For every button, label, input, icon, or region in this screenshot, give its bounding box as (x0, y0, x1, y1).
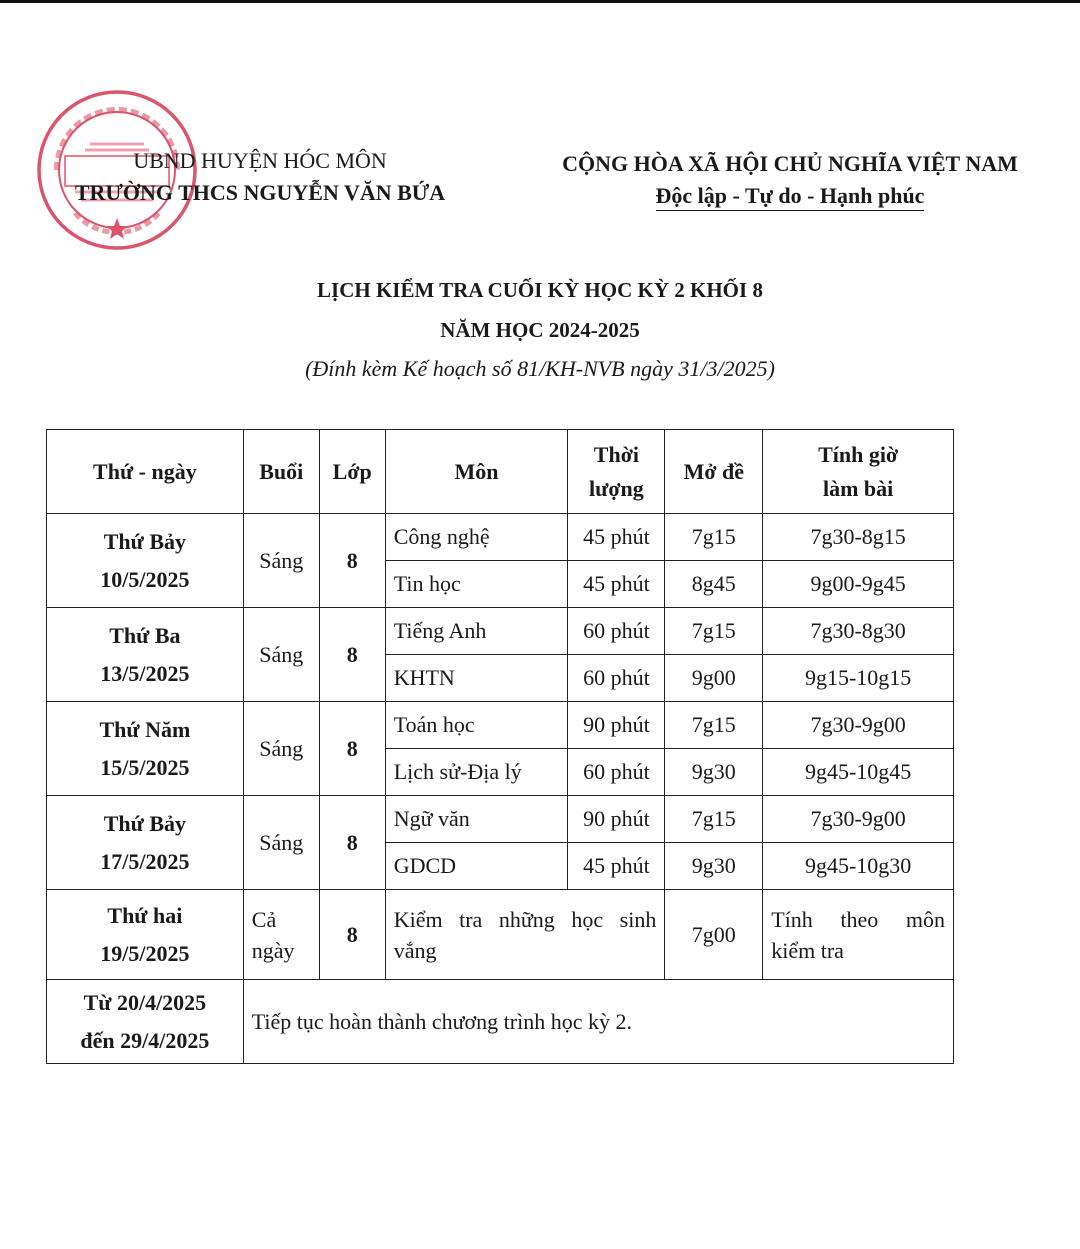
open-cell: 9g30 (665, 749, 763, 796)
date: 19/5/2025 (100, 940, 190, 966)
col-duration (568, 430, 665, 514)
exam-schedule-table (46, 429, 954, 1064)
date: 10/5/2025 (100, 566, 190, 592)
duration-cell: 60 phút (568, 608, 665, 655)
period-to: đến 29/4/2025 (80, 1027, 210, 1053)
class-cell: 8 (319, 514, 385, 608)
time-line1: Tính theo môn (771, 906, 945, 932)
session-cell: Sáng (243, 608, 319, 702)
session-line2: ngày (251, 937, 295, 963)
school-name: TRƯỜNG THCS NGUYỄN VĂN BỨA (74, 180, 446, 205)
session-cell (243, 890, 319, 980)
duration-cell: 45 phút (568, 843, 665, 890)
weekday: Thứ Bảy (103, 810, 187, 836)
col-time-line1: Tính giờ (818, 441, 899, 467)
class-cell: 8 (319, 702, 385, 796)
period-from: Từ 20/4/2025 (83, 989, 207, 1015)
subject-line2: vắng (393, 937, 437, 963)
session-cell: Sáng (243, 702, 319, 796)
subject-cell: Lịch sử-Địa lý (385, 749, 568, 796)
period-cell (47, 980, 244, 1064)
day-cell (47, 890, 244, 980)
time-line2: kiểm tra (771, 937, 844, 963)
open-cell: 7g15 (665, 514, 763, 561)
weekday: Thứ Năm (99, 716, 191, 742)
department-name: UBND HUYỆN HÓC MÔN (133, 148, 387, 173)
open-cell: 7g15 (665, 608, 763, 655)
weekday: Thứ Bảy (103, 528, 187, 554)
class-cell: 8 (319, 608, 385, 702)
subject-cell: GDCD (385, 843, 568, 890)
subject-cell: Ngữ văn (385, 796, 568, 843)
time-cell: 9g00-9g45 (763, 561, 954, 608)
subject-cell: Tin học (385, 561, 568, 608)
time-cell: 9g45-10g30 (763, 843, 954, 890)
class-cell: 8 (319, 796, 385, 890)
duration-cell: 60 phút (568, 749, 665, 796)
weekday: Thứ hai (107, 902, 183, 928)
col-day: Thứ - ngày (47, 430, 244, 514)
agency-header (40, 145, 480, 209)
open-cell: 7g15 (665, 796, 763, 843)
attachment-note: (Đính kèm Kế hoạch số 81/KH-NVB ngày 31/3/2025) (305, 356, 775, 381)
time-cell: 9g15-10g15 (763, 655, 954, 702)
table-row (47, 514, 954, 561)
makeup-exam-row (47, 890, 954, 980)
weekday: Thứ Ba (109, 622, 181, 648)
col-time (763, 430, 954, 514)
day-cell (47, 514, 244, 608)
table-row (47, 796, 954, 843)
table-header-row (47, 430, 954, 514)
col-duration-line1: Thời (593, 441, 639, 467)
col-time-line2: làm bài (822, 475, 894, 501)
subject-cell: Công nghệ (385, 514, 568, 561)
subject-cell (385, 890, 665, 980)
note-cell: Tiếp tục hoàn thành chương trình học kỳ 2. (243, 980, 953, 1064)
day-cell (47, 608, 244, 702)
table-row (47, 608, 954, 655)
col-session: Buổi (243, 430, 319, 514)
col-duration-line2: lượng (589, 475, 644, 501)
subject-cell: Toán học (385, 702, 568, 749)
session-cell: Sáng (243, 796, 319, 890)
country-name: CỘNG HÒA XÃ HỘI CHỦ NGHĨA VIỆT NAM (562, 151, 1018, 176)
subject-line1: Kiểm tra những học sinh (393, 906, 657, 932)
open-cell: 9g00 (665, 655, 763, 702)
subject-cell: Tiếng Anh (385, 608, 568, 655)
time-cell: 7g30-8g15 (763, 514, 954, 561)
time-cell: 9g45-10g45 (763, 749, 954, 796)
time-cell (763, 890, 954, 980)
duration-cell: 45 phút (568, 561, 665, 608)
table-row (47, 702, 954, 749)
day-cell (47, 796, 244, 890)
open-cell: 9g30 (665, 843, 763, 890)
final-row (47, 980, 954, 1064)
session-cell: Sáng (243, 514, 319, 608)
duration-cell: 45 phút (568, 514, 665, 561)
subject-cell: KHTN (385, 655, 568, 702)
page-top-border (0, 0, 1080, 3)
date: 13/5/2025 (100, 660, 190, 686)
class-cell: 8 (319, 890, 385, 980)
date: 17/5/2025 (100, 848, 190, 874)
session-line1: Cả (251, 906, 277, 932)
duration-cell: 90 phút (568, 702, 665, 749)
open-cell: 7g15 (665, 702, 763, 749)
time-cell: 7g30-9g00 (763, 702, 954, 749)
col-subject: Môn (385, 430, 568, 514)
duration-cell: 90 phút (568, 796, 665, 843)
school-year: NĂM HỌC 2024-2025 (440, 318, 640, 342)
day-cell (47, 702, 244, 796)
time-cell: 7g30-8g30 (763, 608, 954, 655)
national-motto: Độc lập - Tự do - Hạnh phúc (656, 182, 925, 211)
national-header (540, 148, 1040, 212)
time-cell: 7g30-9g00 (763, 796, 954, 843)
col-class: Lớp (319, 430, 385, 514)
document-title: LỊCH KIỂM TRA CUỐI KỲ HỌC KỲ 2 KHỐI 8 (317, 278, 763, 302)
open-cell: 8g45 (665, 561, 763, 608)
col-open: Mở đề (665, 430, 763, 514)
duration-cell: 60 phút (568, 655, 665, 702)
date: 15/5/2025 (100, 754, 190, 780)
open-cell: 7g00 (665, 890, 763, 980)
